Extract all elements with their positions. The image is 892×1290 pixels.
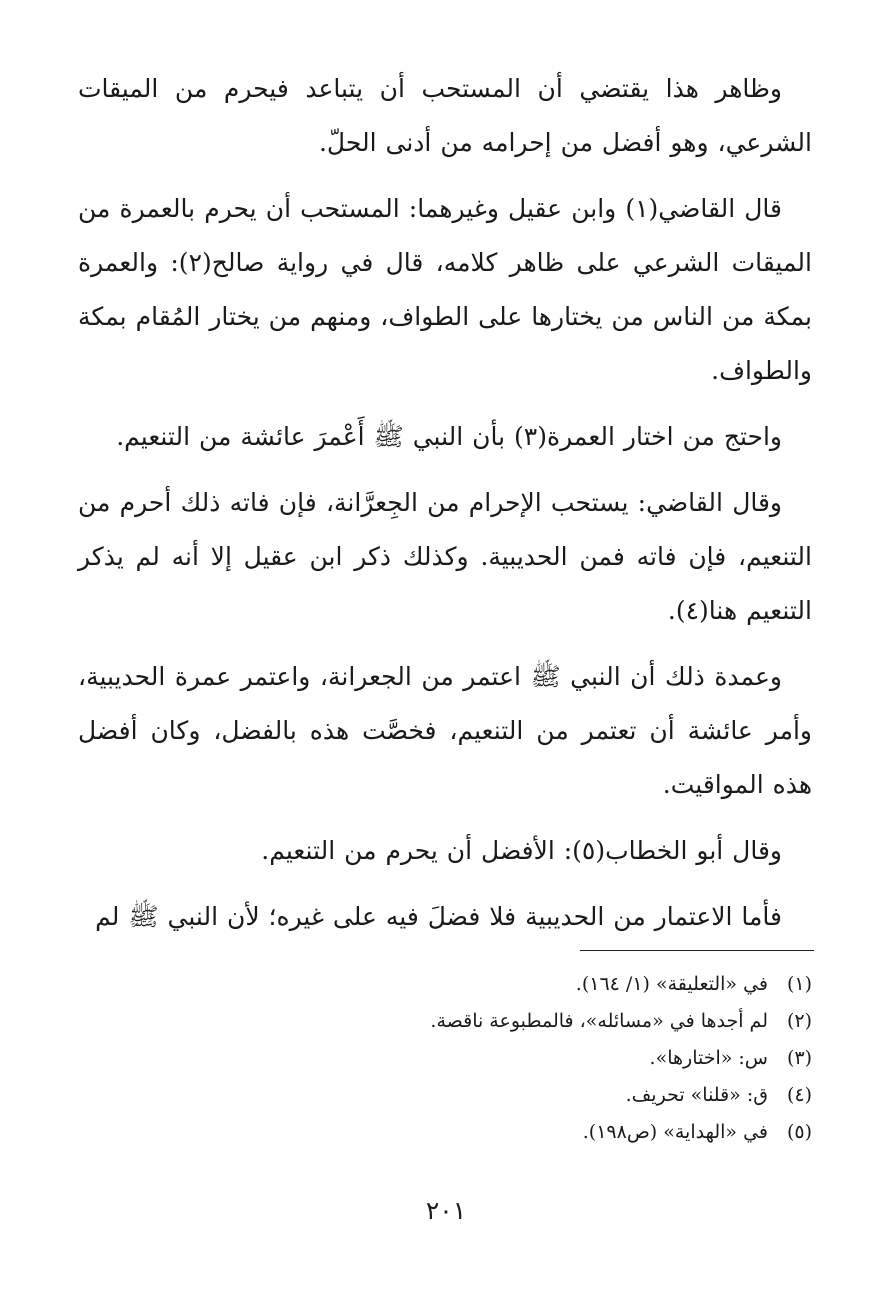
footnote-text: لم أجدها في «مسائله»، فالمطبوعة ناقصة. [430,1010,768,1032]
footnote-text: س: «اختارها». [649,1047,768,1069]
page-number: ٢٠١ [425,1196,467,1225]
footnote-text: ق: «قلنا» تحريف. [625,1084,768,1106]
paragraph-1: وظاهر هذا يقتضي أن المستحب أن يتباعد فيحرم من الميقات الشرعي، وهو أفضل من إحرامه من أدنى الحلّ. [78,74,812,157]
paragraph-3: واحتج من اختار العمرة(٣) بأن النبي ﷺ أَعْمرَ عائشة من التنعيم. [116,422,782,451]
main-text [78,62,812,956]
footnote [78,1114,812,1151]
footnotes [78,966,812,1151]
paragraph-2: قال القاضي(١) وابن عقيل وغيرهما: المستحب أن يحرم بالعمرة من الميقات الشرعي على ظاهر كلامه، قال في رواية صالح(٢): والعمرة بمكة من الناس من يختارها على الطواف، ومنهم من يختار المُقام بمكة والطواف. [78,194,812,385]
footnote-number: (٢) [786,1010,812,1032]
footnote-number: (٣) [786,1047,812,1069]
paragraph-5: وعمدة ذلك أن النبي ﷺ اعتمر من الجعرانة، واعتمر عمرة الحديبية، وأمر عائشة أن تعتمر من التنعيم، فخصَّت هذه بالفضل، وكان أفضل هذه المواقيت. [78,662,812,799]
footnote [78,1003,812,1040]
footnote-number: (١) [786,973,812,995]
footnote-text: في «التعليقة» (١/ ١٦٤). [575,973,768,995]
footnote-separator [580,950,814,951]
footnote-number: (٤) [786,1084,812,1106]
paragraph-6: وقال أبو الخطاب(٥): الأفضل أن يحرم من التنعيم. [261,836,782,865]
paragraph-4: وقال القاضي: يستحب الإحرام من الجِعرَّانة، فإن فاته ذلك أحرم من التنعيم، فإن فاته فمن الحديبية. وكذلك ذكر ابن عقيل إلا أنه لم يذكر التنعيم هنا(٤). [78,488,812,625]
footnote [78,1040,812,1077]
footnote-number: (٥) [786,1121,812,1143]
footnote-text: في «الهداية» (ص١٩٨). [582,1121,768,1143]
footnote [78,966,812,1003]
footnote [78,1077,812,1114]
paragraph-7: فأما الاعتمار من الحديبية فلا فضلَ فيه على غيره؛ لأن النبي ﷺ لم [95,902,782,931]
